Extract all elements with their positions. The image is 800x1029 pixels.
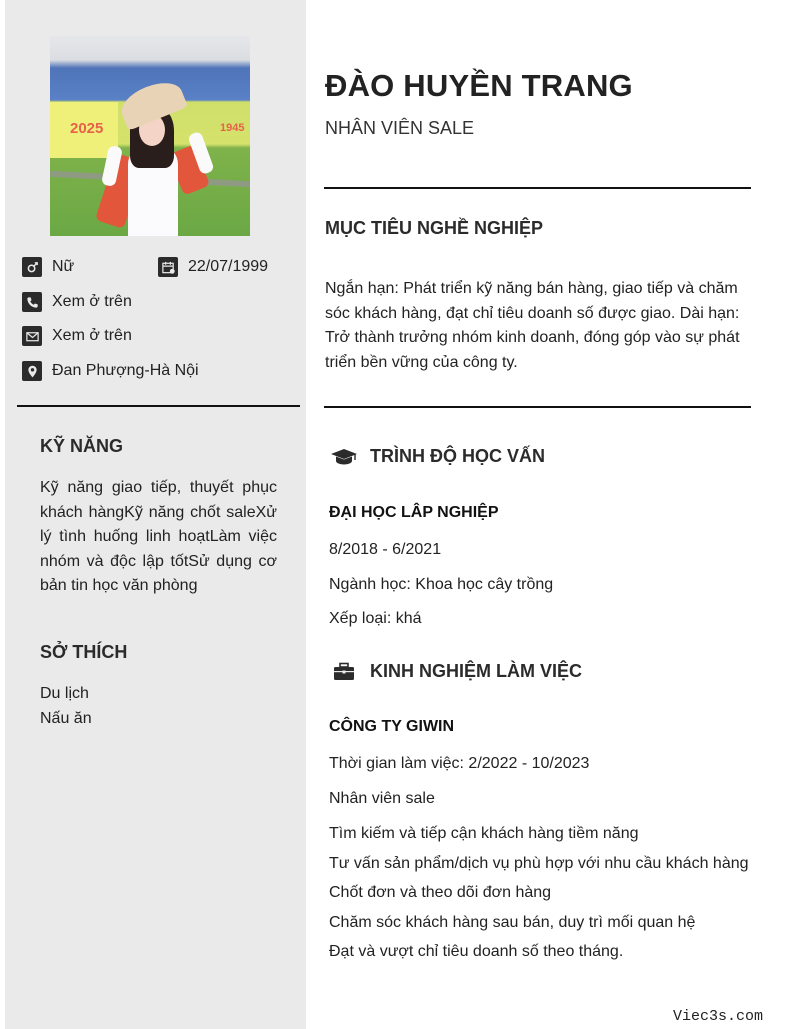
objective-text: Ngắn hạn: Phát triển kỹ năng bán hàng, giao tiếp và chăm sóc khách hàng, đạt chỉ tiêu doanh số được giao. Dài hạn: Trở thành trưởng nhóm kinh doanh, đóng góp vào sự phát triển bền vững của công ty. <box>325 280 740 371</box>
email-value: Xem ở trên <box>52 327 132 344</box>
skills-text: Kỹ năng giao tiếp, thuyết phục khách hàngKỹ năng chốt saleXử lý tình huống linh hoạtLàm việc nhóm và độc lập tốtSử dụng cơ bản tin học văn phòng <box>40 479 277 594</box>
gender-value: Nữ <box>52 258 75 275</box>
experience-section-header <box>330 661 582 682</box>
profile-photo <box>50 36 250 236</box>
hobby-item: Nấu ăn <box>40 709 92 727</box>
hobbies-list <box>40 682 92 731</box>
duty-item: Tìm kiếm và tiếp cận khách hàng tiềm năng <box>329 825 639 842</box>
hobby-item: Du lịch <box>40 685 89 702</box>
gender-icon <box>22 257 42 277</box>
photo-year-left: 2025 <box>70 120 104 137</box>
work-role: Nhân viên sale <box>329 790 435 807</box>
objective-divider <box>324 406 751 408</box>
education-major: Ngành học: Khoa học cây trồng <box>329 576 554 593</box>
contact-birthday <box>158 257 268 277</box>
watermark: Viec3s.com <box>673 1008 764 1025</box>
briefcase-icon <box>330 662 358 682</box>
skills-heading: KỸ NĂNG <box>40 436 124 456</box>
mail-icon <box>22 326 42 346</box>
contact-gender <box>22 257 74 277</box>
graduation-cap-icon <box>330 447 358 467</box>
contact-email <box>22 326 132 346</box>
objective-heading: MỤC TIÊU NGHỀ NGHIỆP <box>325 218 544 238</box>
contact-phone <box>22 292 132 312</box>
location-pin-icon <box>22 361 42 381</box>
duty-item: Chốt đơn và theo dõi đơn hàng <box>329 884 552 901</box>
education-heading: TRÌNH ĐỘ HỌC VẤN <box>370 446 545 466</box>
calendar-icon <box>158 257 178 277</box>
phone-value: Xem ở trên <box>52 293 132 310</box>
company-name: CÔNG TY GIWIN <box>329 718 455 735</box>
duty-item: Đạt và vượt chỉ tiêu doanh số theo tháng. <box>329 943 624 960</box>
photo-year-right: 1945 <box>220 122 245 134</box>
candidate-position: NHÂN VIÊN SALE <box>325 118 475 138</box>
education-section-header <box>330 446 545 467</box>
birthday-value: 22/07/1999 <box>188 258 269 275</box>
hobbies-heading: SỞ THÍCH <box>40 642 128 662</box>
education-grade: Xếp loại: khá <box>329 610 422 627</box>
sidebar-divider <box>17 405 300 407</box>
address-value: Đan Phượng-Hà Nội <box>52 362 199 379</box>
duties-list <box>329 822 749 970</box>
experience-heading: KINH NGHIỆM LÀM VIỆC <box>370 661 583 681</box>
education-period: 8/2018 - 6/2021 <box>329 541 442 558</box>
duty-item: Chăm sóc khách hàng sau bán, duy trì mối quan hệ <box>329 913 696 931</box>
phone-icon <box>22 292 42 312</box>
header-divider <box>324 187 751 189</box>
candidate-name: ĐÀO HUYỀN TRANG <box>325 68 633 103</box>
work-period: Thời gian làm việc: 2/2022 - 10/2023 <box>329 755 590 772</box>
contact-address <box>22 361 199 381</box>
school-name: ĐẠI HỌC LÂP NGHIỆP <box>329 504 499 521</box>
duty-item: Tư vấn sản phẩm/dịch vụ phù hợp với nhu cầu khách hàng <box>329 854 749 872</box>
